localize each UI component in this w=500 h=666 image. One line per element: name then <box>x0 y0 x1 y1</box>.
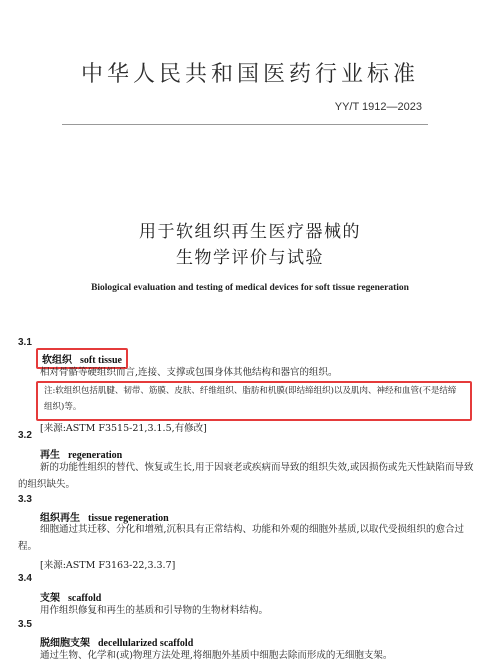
term-cn: 软组织 <box>42 355 72 366</box>
term-en: regeneration <box>68 450 123 461</box>
term-en: scaffold <box>68 593 102 604</box>
standard-title: 中华人民共和国医药行业标准 <box>80 62 419 87</box>
section-number: 3.1 <box>18 337 32 348</box>
term-definition: 新的功能性组织的替代、恢复或生长,用于因衰老或疾病而导致的组织失效,或因损伤或先天性缺陷而导致的组织缺失。 <box>18 462 474 490</box>
term-source: [来源:ASTM F3515-21,3.1.5,有修改] <box>40 423 207 434</box>
term-definition: 用作组织修复和再生的基质和引导物的生物材料结构。 <box>40 605 269 616</box>
standard-code: YY/T 1912—2023 <box>334 101 422 113</box>
term-definition: 通过生物、化学和(或)物理方法处理,将细胞外基质中细胞去除而形成的无细胞支架。 <box>40 650 393 661</box>
document-title-line2: 生物学评价与试验 <box>176 248 324 268</box>
term-cn: 支架 <box>40 593 60 604</box>
term-note: 注:软组织包括肌腱、韧带、筋膜、皮肤、纤维组织、脂肪和机膜(即结缔组织)以及肌肉、神经和血管(不是结缔组织)等。 <box>44 386 457 412</box>
term-cn: 脱细胞支架 <box>40 638 90 649</box>
term-en: tissue regeneration <box>88 513 169 524</box>
term-en: decellularized scaffold <box>98 638 194 649</box>
header-divider <box>62 124 428 125</box>
section-number: 3.4 <box>18 573 32 584</box>
term-definition: 细胞通过其迁移、分化和增殖,沉积具有正常结构、功能和外观的细胞外基质,以取代受损组织的愈合过程。 <box>18 524 465 552</box>
term-en: soft tissue <box>80 355 122 366</box>
term-source: [来源:ASTM F3163-22,3.3.7] <box>40 560 176 571</box>
section-number: 3.2 <box>18 430 32 441</box>
document-title-line1: 用于软组织再生医疗器械的 <box>139 222 361 242</box>
term-definition: 相对骨骼等硬组织而言,连接、支撑或包围身体其他结构和器官的组织。 <box>40 367 338 378</box>
term-cn: 再生 <box>40 450 60 461</box>
term-cn: 组织再生 <box>40 513 80 524</box>
section-number: 3.5 <box>18 619 32 630</box>
document-subtitle-en: Biological evaluation and testing of medical devices for soft tissue regeneration <box>91 283 409 293</box>
section-number: 3.3 <box>18 494 32 505</box>
